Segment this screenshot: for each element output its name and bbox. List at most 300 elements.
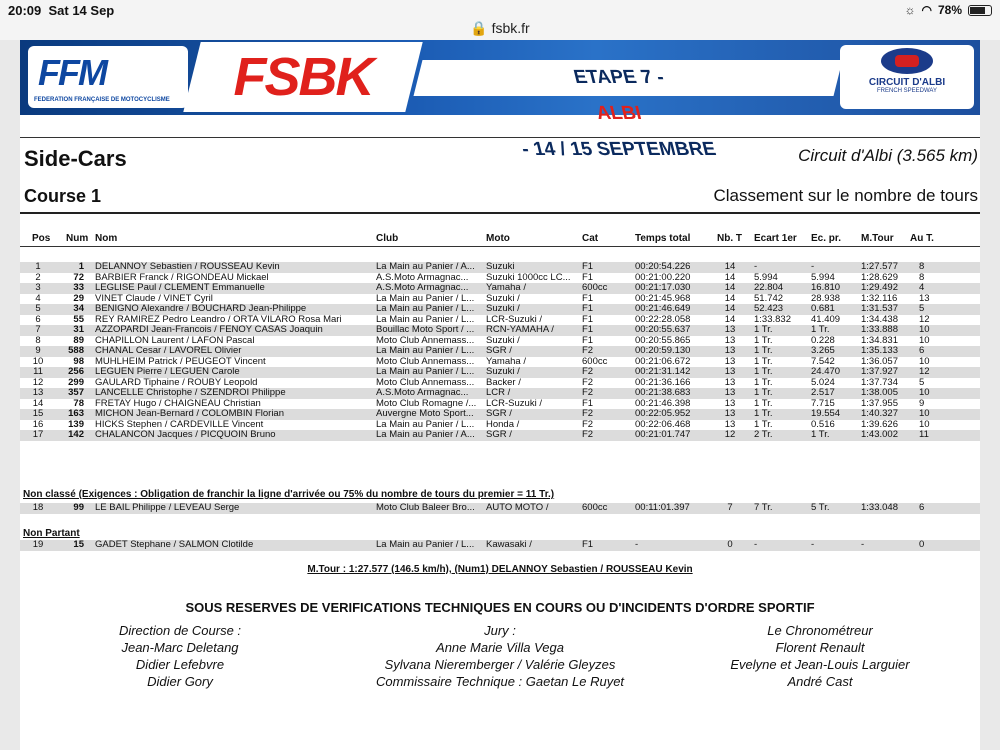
cell-moto: LCR-Suzuki /	[486, 397, 542, 409]
cell-temps: 00:20:55.637	[635, 324, 691, 335]
cell-num: 163	[68, 408, 84, 419]
cell-ecpr: 28.938	[811, 292, 841, 304]
cell-temps: 00:20:55.865	[635, 334, 691, 346]
cell-ecpr: -	[811, 261, 815, 272]
cell-ecart: 22.804	[754, 282, 784, 293]
circuit-logo-title: CIRCUIT D'ALBI	[868, 77, 946, 88]
cell-nom: MICHON Jean-Bernard / COLOMBIN Florian	[95, 408, 284, 419]
cell-nbt: 13	[724, 376, 736, 388]
cell-moto: Kawasaki /	[486, 539, 532, 550]
cell-aut: 4	[919, 282, 925, 293]
cell-aut: 5	[919, 303, 925, 314]
cell-num: 256	[68, 366, 84, 377]
cell-mtour: 1:35.133	[861, 345, 898, 356]
cell-num: 78	[73, 397, 84, 409]
cell-pos: 5	[35, 303, 41, 314]
cell-aut: 12	[919, 366, 930, 377]
cell-moto: Yamaha /	[486, 282, 526, 293]
cell-aut: 10	[919, 324, 930, 335]
cell-num: 299	[68, 376, 84, 388]
race-title: Course 1	[24, 186, 102, 206]
cell-cat: F1	[582, 261, 594, 272]
cell-ecpr: 19.554	[811, 408, 841, 419]
cell-cat: F2	[582, 429, 594, 440]
cell-mtour: 1:39.626	[861, 418, 898, 430]
cell-club: Auvergne Moto Sport...	[376, 408, 474, 419]
cell-ecpr: -	[811, 539, 815, 550]
cell-moto: SGR /	[486, 408, 512, 419]
cell-aut: 0	[919, 539, 925, 550]
cell-club: La Main au Panier / L...	[376, 303, 475, 314]
table-row	[20, 430, 980, 441]
cell-mtour: 1:36.057	[861, 355, 898, 367]
cell-ecart: 52.423	[754, 303, 784, 314]
cell-nbt: 7	[727, 502, 733, 513]
cell-aut: 9	[919, 397, 925, 409]
cell-moto: SGR /	[486, 345, 512, 356]
cell-cat: F2	[582, 408, 594, 419]
etape-dates: - 14 / 15 SEPTEMBRE	[519, 139, 719, 160]
results-page	[20, 40, 980, 750]
cell-ecpr: 1 Tr.	[811, 429, 830, 440]
cell-temps: -	[635, 539, 639, 550]
cell-club: A.S.Moto Armagnac...	[376, 271, 469, 283]
circuit-logo[interactable]	[840, 45, 974, 109]
cell-ecpr: 0.681	[811, 303, 835, 314]
cell-moto: Suzuki /	[486, 334, 520, 346]
cell-nom: GAULARD Tiphaine / ROUBY Leopold	[95, 376, 258, 388]
divider	[20, 212, 980, 214]
cell-nbt: 0	[727, 539, 733, 550]
cell-moto: Suzuki	[486, 261, 515, 272]
cell-moto: AUTO MOTO /	[486, 502, 549, 513]
table-row	[20, 367, 980, 378]
cell-nbt: 13	[724, 334, 736, 346]
cell-cat: F2	[582, 418, 594, 430]
col-aut: Au T.	[910, 233, 934, 244]
official-name: Sylvana Nieremberger / Valérie Gleyzes	[384, 657, 616, 672]
cell-ecart: 51.742	[754, 292, 784, 304]
cell-ecart: 1 Tr.	[754, 324, 773, 335]
cell-mtour: 1:33.048	[861, 502, 898, 513]
table-row	[20, 540, 980, 551]
cell-num: 55	[73, 313, 84, 325]
reserve-notice: SOUS RESERVES DE VERIFICATIONS TECHNIQUES EN COURS OU D'INCIDENTS D'ORDRE SPORTIF	[185, 600, 815, 615]
cell-ecpr: 5.024	[811, 376, 835, 388]
address-bar[interactable]	[0, 20, 1000, 37]
cell-mtour: -	[861, 539, 865, 550]
col-nom: Nom	[95, 233, 118, 244]
chronometreur	[710, 622, 930, 690]
cell-temps: 00:21:31.142	[635, 366, 691, 377]
cell-aut: 10	[919, 418, 930, 430]
cell-temps: 00:21:06.672	[635, 355, 691, 367]
cell-club: Moto Club Baleer Bro...	[376, 502, 475, 513]
cell-ecart: 1 Tr.	[754, 334, 773, 346]
cell-mtour: 1:33.888	[861, 324, 898, 335]
cell-temps: 00:20:59.130	[635, 345, 691, 356]
wifi-icon: ◠	[921, 3, 932, 17]
cell-nom: BARBIER Franck / RIGONDEAU Mickael	[95, 271, 269, 283]
cell-club: La Main au Panier / L...	[376, 418, 475, 430]
col-pos: Pos	[32, 233, 51, 244]
cell-ecpr: 7.542	[811, 355, 835, 367]
cell-ecpr: 7.715	[811, 397, 835, 409]
col-num: Num	[66, 233, 89, 244]
cell-ecart: -	[754, 261, 758, 272]
table-row	[20, 503, 980, 514]
cell-cat: F2	[582, 387, 594, 398]
cell-moto: LCR-Suzuki /	[486, 313, 542, 325]
cell-nom: MUHLHEIM Patrick / PEUGEOT Vincent	[95, 355, 266, 367]
cell-nbt: 14	[724, 282, 736, 293]
cell-temps: 00:21:45.968	[635, 292, 691, 304]
cell-mtour: 1:29.492	[861, 282, 898, 293]
cell-ecart: 1:33.832	[754, 313, 791, 325]
cell-num: 31	[73, 324, 84, 335]
table-row	[20, 346, 980, 357]
cell-temps: 00:22:05.952	[635, 408, 691, 419]
cell-aut: 6	[919, 345, 925, 356]
cell-nbt: 13	[724, 355, 736, 367]
col-ecart: Ecart 1er	[754, 233, 797, 244]
cell-nom: BENIGNO Alexandre / BOUCHARD Jean-Philippe	[95, 303, 307, 314]
cell-club: A.S.Moto Armagnac...	[376, 282, 469, 293]
non-partant-label: Non Partant	[23, 528, 80, 539]
col-nbt: Nb. T	[717, 233, 742, 244]
cell-aut: 10	[919, 387, 930, 398]
cell-num: 89	[73, 334, 84, 346]
cell-club: Moto Club Annemass...	[376, 355, 475, 367]
cell-ecpr: 41.409	[811, 313, 841, 325]
cell-cat: F1	[582, 271, 594, 283]
table-row	[20, 388, 980, 399]
lock-icon: 🔒	[470, 20, 488, 36]
cell-ecart: -	[754, 539, 758, 550]
official-name: Evelyne et Jean-Louis Larguier	[730, 657, 910, 672]
fsbk-logo[interactable]	[183, 42, 422, 112]
cell-moto: Suzuki /	[486, 303, 520, 314]
cell-cat: 600cc	[582, 355, 608, 367]
cell-club: La Main au Panier / L...	[376, 345, 475, 356]
cell-cat: F2	[582, 376, 594, 388]
col-ecpr: Ec. pr.	[811, 233, 842, 244]
cell-nbt: 14	[724, 313, 736, 325]
cell-nbt: 13	[724, 418, 736, 430]
cell-cat: F1	[582, 313, 594, 325]
cell-temps: 00:21:38.683	[635, 387, 691, 398]
cell-cat: F1	[582, 539, 594, 550]
circuit-emblem-icon	[881, 48, 933, 74]
cell-pos: 7	[35, 324, 41, 335]
cell-pos: 11	[33, 366, 43, 377]
cell-cat: F1	[582, 397, 594, 409]
cell-club: La Main au Panier / L...	[376, 313, 475, 325]
cell-cat: 600cc	[582, 282, 608, 293]
cell-nom: REY RAMIREZ Pedro Leandro / ORTA VILARO Rosa Mari	[95, 313, 342, 325]
cell-mtour: 1:40.327	[861, 408, 898, 419]
cell-ecpr: 3.265	[811, 345, 835, 356]
table-row	[20, 304, 980, 315]
cell-pos: 12	[32, 376, 44, 388]
circuit-logo-sub: FRENCH SPEEDWAY	[876, 88, 937, 94]
cell-ecart: 1 Tr.	[754, 387, 773, 398]
cell-pos: 9	[35, 345, 41, 356]
cell-nom: LEGLISE Paul / CLEMENT Emmanuelle	[95, 282, 265, 293]
cell-ecart: 1 Tr.	[754, 418, 773, 430]
cell-aut: 12	[919, 313, 930, 325]
cell-ecpr: 24.470	[811, 366, 841, 377]
cell-mtour: 1:37.734	[861, 376, 898, 388]
ios-status-bar	[0, 0, 1000, 40]
cell-club: Moto Club Annemass...	[376, 334, 475, 346]
cell-nbt: 13	[724, 387, 736, 398]
cell-mtour: 1:37.927	[861, 366, 898, 377]
cell-aut: 13	[919, 292, 930, 304]
cell-nom: LEGUEN Pierre / LEGUEN Carole	[95, 366, 240, 377]
cell-ecart: 1 Tr.	[754, 345, 773, 356]
cell-mtour: 1:31.537	[861, 303, 898, 314]
cell-moto: Yamaha /	[486, 355, 526, 367]
cell-temps: 00:21:46.649	[635, 303, 691, 314]
cell-moto: Honda /	[486, 418, 520, 430]
cell-nom: CHANAL Cesar / LAVOREL Olivier	[95, 345, 242, 356]
cell-aut: 11	[919, 429, 929, 440]
cell-mtour: 1:32.116	[861, 292, 898, 304]
cell-nbt: 13	[724, 408, 736, 419]
official-role: Le Chronométreur	[767, 623, 873, 638]
cell-club: La Main au Panier / A...	[376, 429, 475, 440]
cell-nom: FRETAY Hugo / CHAIGNEAU Christian	[95, 397, 261, 409]
cell-club: Moto Club Annemass...	[376, 376, 475, 388]
cell-num: 98	[73, 355, 84, 367]
cell-cat: F1	[582, 324, 594, 335]
cell-club: La Main au Panier / L...	[376, 539, 475, 550]
cell-aut: 10	[919, 355, 930, 367]
cell-club: La Main au Panier / L...	[376, 292, 475, 304]
cell-cat: F1	[582, 303, 594, 314]
cell-nom: LANCELLE Christophe / SZENDROI Philippe	[95, 387, 286, 398]
cell-num: 72	[73, 271, 84, 283]
cell-ecpr: 1 Tr.	[811, 324, 830, 335]
cell-pos: 4	[35, 292, 41, 304]
cell-num: 34	[73, 303, 84, 314]
cell-cat: F2	[582, 366, 594, 377]
cell-num: 142	[68, 429, 84, 440]
col-temps: Temps total	[635, 233, 691, 244]
cell-pos: 8	[35, 334, 41, 346]
cell-ecart: 2 Tr.	[754, 429, 773, 440]
cell-mtour: 1:43.002	[861, 429, 898, 440]
col-cat: Cat	[582, 233, 599, 244]
cell-ecart: 1 Tr.	[754, 397, 773, 409]
col-mtour: M.Tour	[861, 233, 894, 244]
cell-num: 99	[73, 502, 84, 513]
cell-ecpr: 5 Tr.	[811, 502, 830, 513]
ffm-logo-sub: FEDERATION FRANÇAISE DE MOTOCYCLISME	[34, 97, 170, 103]
cell-pos: 6	[35, 313, 41, 325]
cell-nom: AZZOPARDI Jean-Francois / FENOY CASAS Joaquin	[95, 324, 323, 335]
cell-pos: 17	[32, 429, 44, 440]
cell-nbt: 13	[724, 324, 736, 335]
table-row	[20, 409, 980, 420]
cell-nom: VINET Claude / VINET Cyril	[95, 292, 213, 304]
cell-num: 139	[68, 418, 84, 430]
cell-ecpr: 2.517	[811, 387, 835, 398]
cell-nbt: 13	[724, 397, 736, 409]
non-classe-table	[20, 503, 980, 514]
cell-moto: RCN-YAMAHA /	[486, 324, 554, 335]
cell-num: 1	[78, 261, 84, 272]
cell-mtour: 1:34.438	[861, 313, 898, 325]
official-name: André Cast	[787, 674, 853, 689]
cell-ecart: 5.994	[754, 271, 778, 283]
cell-mtour: 1:38.005	[861, 387, 898, 398]
cell-nbt: 12	[724, 429, 736, 440]
cell-aut: 6	[919, 502, 925, 513]
cell-nom: CHAPILLON Laurent / LAFON Pascal	[95, 334, 255, 346]
divider	[20, 137, 980, 138]
cell-temps: 00:21:00.220	[635, 271, 691, 283]
ffm-logo-text: FFM	[38, 52, 106, 93]
cell-pos: 15	[32, 408, 44, 419]
brightness-icon: ☼	[904, 3, 916, 17]
cell-temps: 00:22:28.058	[635, 313, 691, 325]
best-lap-summary: M.Tour : 1:27.577 (146.5 km/h), (Num1) DELANNOY Sebastien / ROUSSEAU Kevin	[307, 564, 693, 575]
cell-num: 588	[68, 345, 84, 356]
cell-ecart: 1 Tr.	[754, 366, 773, 377]
official-name: Didier Lefebvre	[135, 657, 225, 672]
cell-club: La Main au Panier / A...	[376, 261, 475, 272]
cell-moto: Backer /	[486, 376, 521, 388]
cell-mtour: 1:27.577	[861, 261, 898, 272]
cell-mtour: 1:34.831	[861, 334, 898, 346]
cell-nbt: 14	[724, 292, 736, 304]
cell-aut: 10	[919, 408, 930, 419]
cell-moto: Suzuki /	[486, 366, 520, 377]
cell-pos: 1	[35, 261, 41, 272]
cell-ecpr: 16.810	[811, 282, 841, 293]
official-name: Florent Renault	[775, 640, 865, 655]
cell-moto: LCR /	[486, 387, 511, 398]
cell-temps: 00:21:46.398	[635, 397, 691, 409]
cell-mtour: 1:28.629	[861, 271, 898, 283]
cell-temps: 00:11:01.397	[635, 502, 690, 513]
etape-city: ALBI	[594, 103, 644, 124]
url-text: fsbk.fr	[491, 20, 530, 36]
ranking-type: Classement sur le nombre de tours	[713, 186, 978, 205]
event-banner	[414, 60, 843, 160]
cell-pos: 18	[32, 502, 44, 513]
clock: 20:09 Sat 14 Sep	[8, 3, 115, 18]
cell-nom: LE BAIL Philippe / LEVEAU Serge	[95, 502, 240, 513]
table-row	[20, 283, 980, 294]
official-name: Commissaire Technique : Gaetan Le Ruyet	[375, 674, 625, 689]
cell-nbt: 13	[724, 345, 736, 356]
cell-pos: 2	[35, 271, 41, 283]
results-table	[20, 262, 980, 441]
cell-num: 33	[73, 282, 84, 293]
cell-aut: 5	[919, 376, 925, 388]
battery-percent: 78%	[937, 3, 962, 17]
official-role: Jury :	[484, 623, 516, 638]
cell-pos: 13	[32, 387, 44, 398]
cell-temps: 00:20:54.226	[635, 261, 691, 272]
cell-club: La Main au Panier / L...	[376, 366, 475, 377]
cell-nbt: 14	[724, 271, 736, 283]
cell-moto: Suzuki /	[486, 292, 520, 304]
circuit-name: Circuit d'Albi (3.565 km)	[798, 146, 978, 165]
non-classe-label: Non classé (Exigences : Obligation de franchir la ligne d'arrivée ou 75% du nombre de tours du premier = 11 Tr.)	[23, 489, 555, 500]
cell-aut: 8	[919, 261, 925, 272]
cell-cat: 600cc	[582, 502, 608, 513]
cell-pos: 14	[32, 397, 44, 409]
cell-ecart: 1 Tr.	[754, 355, 773, 367]
cell-ecart: 1 Tr.	[754, 376, 773, 388]
cell-temps: 00:21:01.747	[635, 429, 691, 440]
cell-mtour: 1:37.955	[861, 397, 898, 409]
official-name: Jean-Marc Deletang	[121, 640, 239, 655]
category-title: Side-Cars	[24, 146, 127, 171]
cell-temps: 00:21:17.030	[635, 282, 691, 293]
cell-pos: 19	[32, 539, 44, 550]
cell-num: 29	[73, 292, 84, 304]
cell-ecpr: 5.994	[811, 271, 835, 283]
official-name: Anne Marie Villa Vega	[436, 640, 564, 655]
cell-club: A.S.Moto Armagnac...	[376, 387, 469, 398]
table-row	[20, 262, 980, 273]
cell-ecart: 1 Tr.	[754, 408, 773, 419]
cell-nom: DELANNOY Sebastien / ROUSSEAU Kevin	[95, 261, 280, 272]
ffm-logo[interactable]	[28, 46, 188, 108]
cell-ecart: 7 Tr.	[754, 502, 773, 513]
cell-num: 15	[73, 539, 84, 550]
cell-cat: F1	[582, 292, 594, 304]
cell-temps: 00:22:06.468	[635, 418, 691, 430]
direction-de-course	[80, 622, 280, 690]
cell-nbt: 14	[724, 261, 736, 272]
jury	[350, 622, 650, 690]
cell-nbt: 14	[724, 303, 736, 314]
official-name: Didier Gory	[147, 674, 213, 689]
status-icons	[904, 3, 992, 17]
cell-pos: 10	[32, 355, 44, 367]
cell-pos: 16	[32, 418, 44, 430]
cell-temps: 00:21:36.166	[635, 376, 691, 388]
cell-aut: 8	[919, 271, 925, 283]
col-club: Club	[376, 233, 399, 244]
cell-club: Moto Club Romagne /...	[376, 397, 477, 409]
official-role: Direction de Course :	[118, 623, 242, 638]
cell-nom: CHALANCON Jacques / PICQUOIN Bruno	[95, 429, 276, 440]
cell-moto: Suzuki 1000cc LC...	[486, 271, 571, 283]
cell-ecpr: 0.228	[811, 334, 835, 346]
cell-nom: GADET Stephane / SALMON Clotilde	[95, 539, 254, 550]
battery-fill	[970, 7, 985, 14]
cell-club: Bouillac Moto Sport / ...	[376, 324, 475, 335]
cell-cat: F1	[582, 334, 594, 346]
cell-ecpr: 0.516	[811, 418, 835, 430]
cell-aut: 10	[919, 334, 930, 346]
cell-pos: 3	[35, 282, 41, 293]
etape-label: ETAPE 7 -	[571, 67, 667, 88]
cell-nbt: 13	[724, 366, 736, 377]
cell-nom: HICKS Stephen / CARDEVILLE Vincent	[95, 418, 264, 430]
cell-num: 357	[68, 387, 84, 398]
battery-icon	[968, 5, 992, 16]
non-partant-table	[20, 540, 980, 551]
col-moto: Moto	[486, 233, 510, 244]
